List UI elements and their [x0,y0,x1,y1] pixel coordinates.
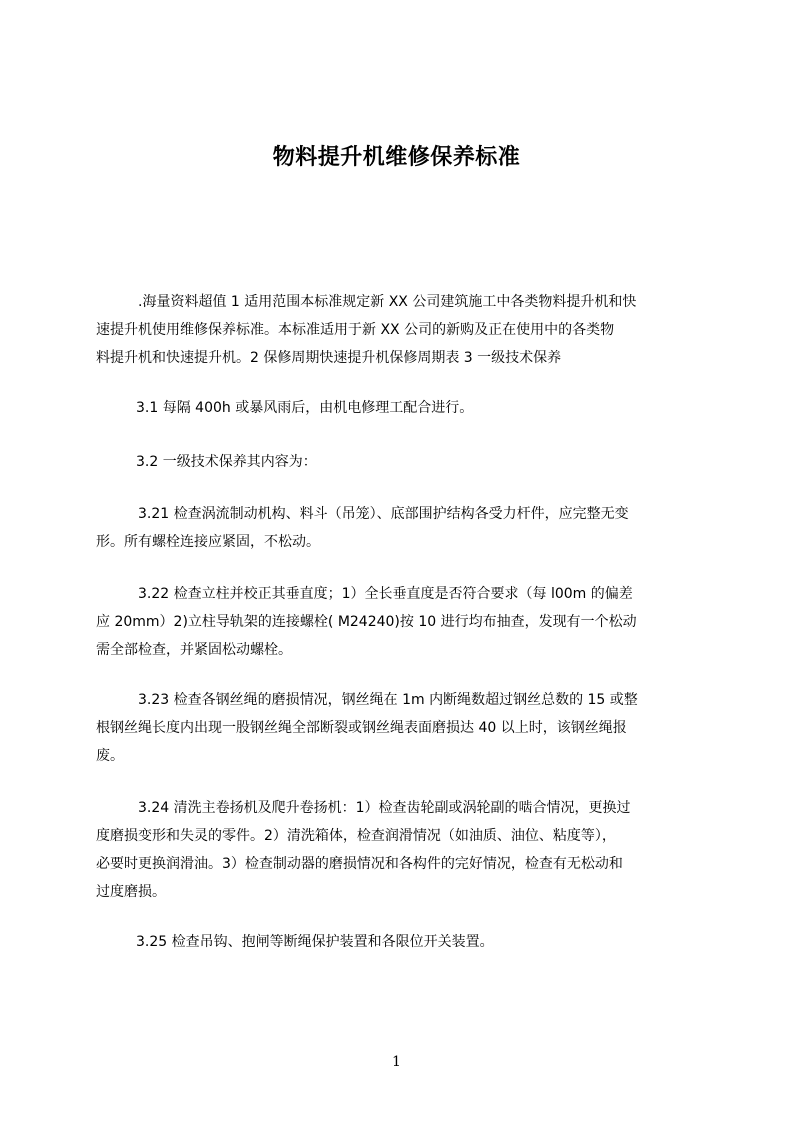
paragraph-line: 形。所有螺栓连接应紧固，不松动。 [96,534,320,550]
paragraph-line: 3.24 清洗主卷扬机及爬升卷扬机：1）检查齿轮副或涡轮副的啮合情况，更换过 [138,800,631,816]
paragraph-line: 3.1 每隔 400h 或暴风雨后，由机电修理工配合进行。 [136,400,474,416]
paragraph-line: 3.22 检查立柱并校正其垂直度；1）全长垂直度是否符合要求（每 l00m 的偏差 [138,586,633,602]
paragraph-line: 料提升机和快速提升机。2 保修周期快速提升机保修周期表 3 一级技术保养 [96,350,562,366]
paragraph-3-2 [96,448,698,476]
paragraph-line: 根钢丝绳长度内出现一股钢丝绳全部断裂或钢丝绳表面磨损达 40 以上时，该钢丝绳报 [96,720,627,736]
paragraph-3-25 [96,928,698,956]
paragraph-line: 过度磨损。 [96,884,166,900]
paragraph-line: 废。 [96,748,124,764]
paragraph-line: .海量资料超值 1 适用范围本标准规定新 XX 公司建筑施工中各类物料提升机和快 [138,294,637,310]
paragraph-line: 度磨损变形和失灵的零件。2）清洗箱体，检查润滑情况（如油质、油位、粘度等）， [96,828,616,844]
paragraph-3-21 [96,500,698,556]
paragraph-scope [96,288,698,372]
paragraph-3-24 [96,794,698,906]
document-title: 物料提升机维修保养标准 [272,145,521,170]
paragraph-3-22 [96,580,698,664]
paragraph-3-23 [96,686,698,770]
paragraph-line: 必要时更换润滑油。3）检查制动器的磨损情况和各构件的完好情况，检查有无松动和 [96,856,623,872]
paragraph-line: 需全部检查，并紧固松动螺栓。 [96,642,292,658]
paragraph-line: 3.21 检查涡流制动机构、料斗（吊笼）、底部围护结构各受力杆件，应完整无变 [138,506,629,522]
paragraph-line: 3.2 一级技术保养其内容为： [136,454,317,470]
paragraph-line: 3.25 检查吊钩、抱闸等断绳保护装置和各限位开关装置。 [136,934,494,950]
paragraph-line: 速提升机使用维修保养标准。本标准适用于新 XX 公司的新购及正在使用中的各类物 [96,322,615,338]
paragraph-3-1 [96,394,698,422]
page-number: 1 [392,1054,401,1070]
paragraph-line: 3.23 检查各钢丝绳的磨损情况，钢丝绳在 1m 内断绳数超过钢丝总数的 15 或整 [138,692,638,708]
paragraph-line: 应 20mm）2)立柱导轨架的连接螺栓( M24240)按 10 进行均布抽查，发现有一个松动 [96,614,637,630]
